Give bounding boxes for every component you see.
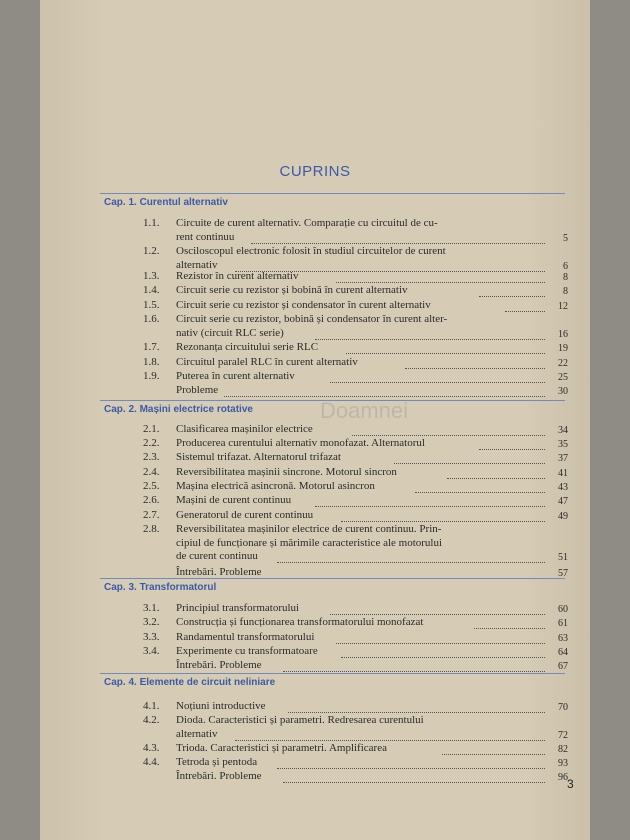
leader-dots (341, 657, 545, 658)
entry-title: Rezistor în curent alternativ (176, 270, 299, 282)
entry-title: Dioda. Caracteristici și parametri. Redresarea curentului (176, 714, 424, 726)
chapter-divider (100, 193, 565, 194)
entry-number: 4.3. (143, 742, 160, 754)
entry-title: Circuit serie cu rezistor, bobină și condensator în curent alter- (176, 313, 448, 325)
entry-page-number: 43 (558, 482, 568, 493)
leader-dots (283, 782, 545, 783)
entry-page-number: 93 (558, 758, 568, 769)
entry-page-number: 34 (558, 425, 568, 436)
entry-number: 1.4. (143, 284, 160, 296)
entry-page-number: 70 (558, 702, 568, 713)
leader-dots (336, 643, 545, 644)
leader-dots (415, 492, 545, 493)
chapter-divider (100, 578, 565, 579)
entry-number: 1.9. (143, 370, 160, 382)
entry-page-number: 37 (558, 453, 568, 464)
entry-number: 2.8. (143, 523, 160, 535)
entry-page-number: 96 (558, 772, 568, 783)
entry-title: Osciloscopul electronic folosit în studiul circuitelor de curent (176, 245, 446, 257)
entry-page-number: 35 (558, 439, 568, 450)
entry-title: Mașini de curent continuu (176, 494, 292, 506)
entry-title: Întrebări. Probleme (176, 659, 262, 671)
leader-dots (341, 521, 545, 522)
entry-number: 2.1. (143, 423, 160, 435)
entry-page-number: 19 (558, 343, 568, 354)
leader-dots (479, 449, 545, 450)
leader-dots (277, 768, 545, 769)
leader-dots (474, 628, 546, 629)
entry-number: 3.1. (143, 602, 160, 614)
entry-number: 1.7. (143, 341, 160, 353)
entry-page-number: 8 (563, 286, 568, 297)
entry-page-number: 64 (558, 647, 568, 658)
leader-dots (479, 296, 545, 297)
leader-dots (447, 478, 545, 479)
entry-title: Circuit serie cu rezistor și condensator în curent alternativ (176, 299, 431, 311)
leader-dots (235, 740, 545, 741)
leader-dots (224, 396, 545, 397)
leader-dots (277, 562, 545, 563)
leader-dots (288, 712, 545, 713)
entry-page-number: 57 (558, 568, 568, 579)
entry-title: Circuitul paralel RLC în curent alternativ (176, 356, 358, 368)
entry-page-number: 12 (558, 301, 568, 312)
entry-number: 3.2. (143, 616, 160, 628)
entry-number: 2.4. (143, 466, 160, 478)
entry-number: 3.3. (143, 631, 160, 643)
entry-title: rent continuu (176, 230, 235, 243)
entry-number: 2.7. (143, 509, 160, 521)
entry-title: Clasificarea mașinilor electrice (176, 423, 313, 435)
entry-title: Circuit serie cu rezistor și bobină în curent alternativ (176, 284, 408, 296)
entry-number: 3.4. (143, 645, 160, 657)
entry-title: alternativ (176, 727, 218, 740)
entry-title: nativ (circuit RLC serie) (176, 326, 284, 339)
entry-title: Sistemul trifazat. Alternatorul trifazat (176, 451, 341, 463)
entry-page-number: 8 (563, 272, 568, 283)
chapter-divider (100, 673, 565, 674)
entry-number: 1.8. (143, 356, 160, 368)
leader-dots (330, 382, 545, 383)
entry-title: Principiul transformatorului (176, 602, 300, 614)
entry-title: Producerea curentului alternativ monofazat. Alternatorul (176, 437, 425, 449)
entry-title: Mașina electrică asincronă. Motorul asincron (176, 480, 375, 492)
entry-page-number: 47 (558, 496, 568, 507)
leader-dots (394, 463, 545, 464)
leader-dots (330, 614, 545, 615)
entry-title: Tetroda și pentoda (176, 756, 258, 768)
leader-dots (336, 282, 545, 283)
entry-number: 4.4. (143, 756, 160, 768)
page-number: 3 (567, 777, 574, 791)
entry-page-number: 49 (558, 511, 568, 522)
entry-number: 2.2. (143, 437, 160, 449)
entry-number: 4.1. (143, 700, 160, 712)
chapter-heading: Cap. 2. Mașini electrice rotative (104, 404, 253, 415)
entry-title: Puterea în curent alternativ (176, 370, 295, 382)
entry-title: Trioda. Caracteristici și parametri. Amplificarea (176, 742, 387, 754)
entry-number: 1.3. (143, 270, 160, 282)
entry-page-number: 16 (558, 328, 568, 340)
entry-number: 1.6. (143, 313, 160, 325)
entry-page-number: 25 (558, 372, 568, 383)
entry-page-number: 41 (558, 468, 568, 479)
entry-title: Experimente cu transformatoare (176, 645, 318, 657)
entry-title: Circuite de curent alternativ. Comparație cu circuitul de cu- (176, 217, 438, 229)
entry-number: 4.2. (143, 714, 160, 726)
entry-title: Rezonanța circuitului serie RLC (176, 341, 319, 353)
leader-dots (315, 506, 546, 507)
entry-page-number: 82 (558, 744, 568, 755)
leader-dots (352, 435, 545, 436)
entry-page-number: 6 (563, 260, 568, 272)
entry-number: 1.2. (143, 245, 160, 257)
entry-title: Reversibilitatea mașinilor electrice de curent continuu. Prin- (176, 523, 442, 535)
entry-number: 1.1. (143, 217, 160, 229)
entry-title: Noțiuni introductive (176, 700, 266, 712)
leader-dots (315, 339, 546, 340)
entry-title: Întrebări. Probleme (176, 566, 262, 578)
entry-title: alternativ (176, 258, 218, 271)
entry-page-number: 30 (558, 386, 568, 397)
entry-page-number: 22 (558, 358, 568, 369)
chapter-divider (100, 400, 565, 401)
leader-dots (505, 311, 545, 312)
entry-title: Generatorul de curent continuu (176, 509, 314, 521)
entry-title: Întrebări. Probleme (176, 770, 262, 782)
entry-page-number: 61 (558, 618, 568, 629)
watermark-text: Doamnei (320, 398, 409, 423)
leader-dots (442, 754, 545, 755)
entry-title: Reversibilitatea mașinii sincrone. Motorul sincron (176, 466, 397, 478)
chapter-heading: Cap. 1. Curentul alternativ (104, 197, 228, 208)
leader-dots (346, 353, 545, 354)
entry-page-number: 51 (558, 552, 568, 563)
entry-number: 2.6. (143, 494, 160, 506)
entry-number: 2.3. (143, 451, 160, 463)
entry-title: Randamentul transformatorului (176, 631, 315, 643)
entry-title: Construcția și funcționarea transformatorului monofazat (176, 616, 424, 628)
entry-title: Probleme (176, 384, 219, 396)
chapter-heading: Cap. 3. Transformatorul (104, 582, 217, 593)
entry-page-number: 72 (558, 729, 568, 741)
entry-page-number: 63 (558, 633, 568, 644)
entry-number: 1.5. (143, 299, 160, 311)
entry-number: 2.5. (143, 480, 160, 492)
entry-page-number: 67 (558, 661, 568, 672)
leader-dots (251, 243, 545, 244)
page-title: CUPRINS (279, 163, 351, 180)
entry-page-number: 60 (558, 604, 568, 615)
leader-dots (283, 671, 545, 672)
entry-page-number: 5 (563, 232, 568, 244)
chapter-heading: Cap. 4. Elemente de circuit neliniare (104, 677, 276, 688)
entry-title: cipiul de funcționare și mărimile caracteristice ale motorului (176, 536, 443, 549)
entry-title: de curent continuu (176, 550, 258, 562)
leader-dots (405, 368, 545, 369)
